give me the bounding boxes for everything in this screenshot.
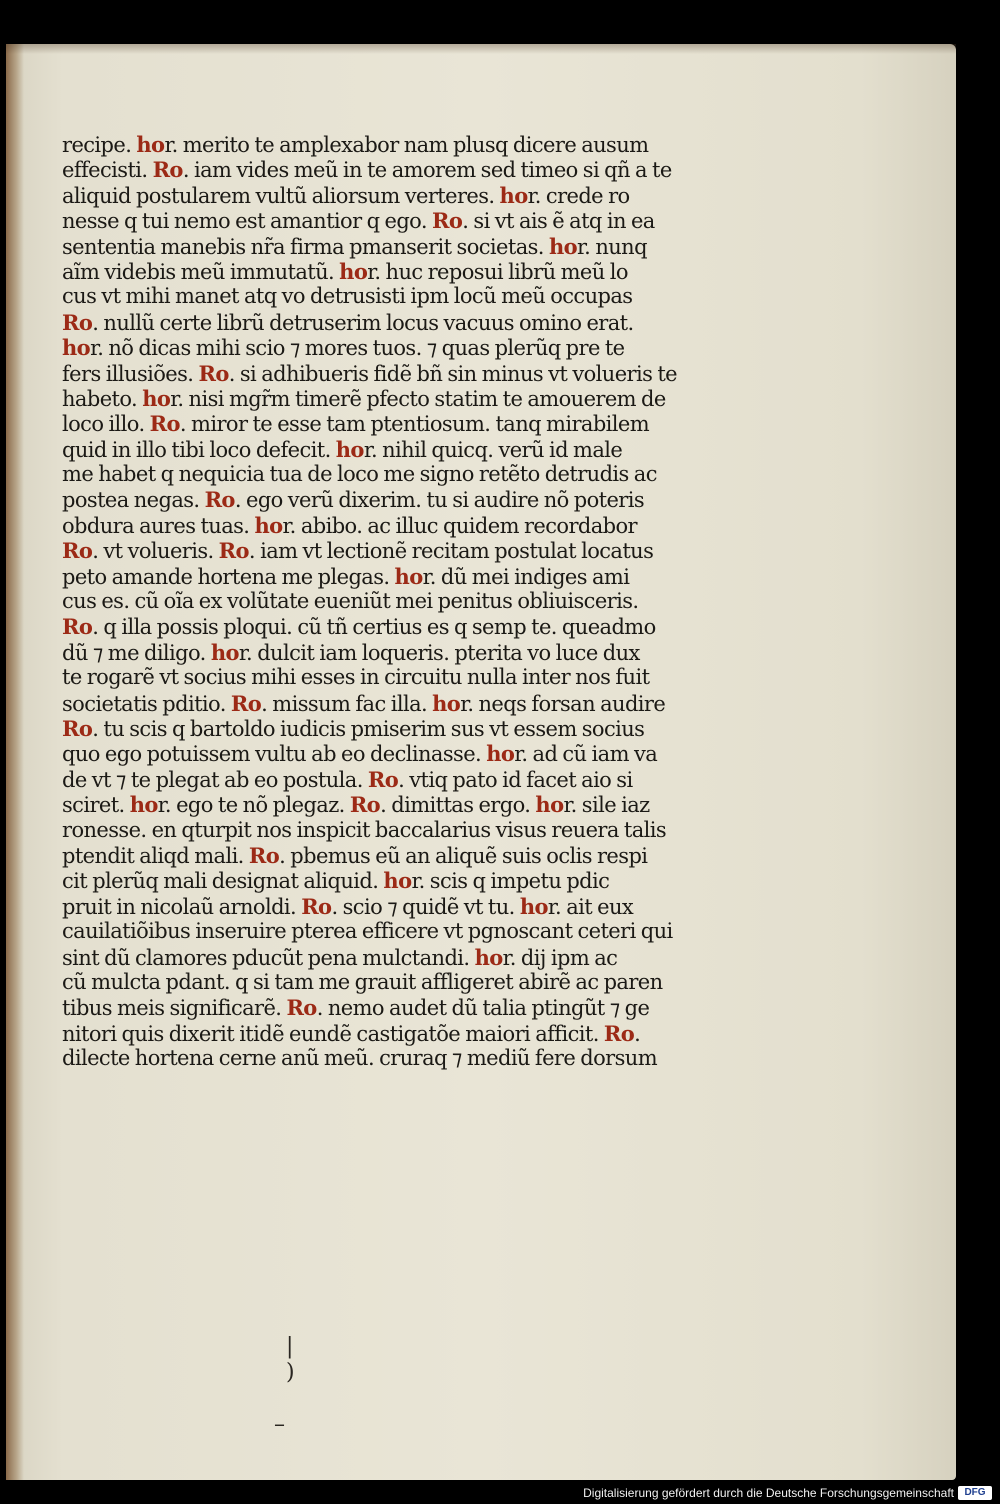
text-line	[62, 310, 774, 335]
rubricated-initial: Ro	[349, 792, 381, 818]
text-line	[62, 792, 774, 817]
text-segment: r. ait eux	[547, 894, 634, 919]
text-line	[62, 818, 774, 843]
text-line	[62, 868, 774, 893]
text-line	[62, 1046, 774, 1071]
text-line	[62, 513, 774, 538]
text-segment: cus vt mihi manet atq vo detrusisti ipm locũ meũ occupas	[62, 284, 633, 309]
text-segment: r. huc reposui librũ meũ lo	[367, 259, 628, 284]
text-segment: . iam vt lectionẽ recitam postulat locatus	[248, 539, 654, 564]
rubricated-initial: Ro	[62, 614, 93, 640]
footer-credit: Digitalisierung gefördert durch die Deutsche Forschungsgemeinschaft	[583, 1486, 954, 1500]
rubricated-initial: ho	[499, 182, 528, 208]
page-gutter	[6, 44, 24, 1480]
text-segment: . ego verũ dixerim. tu si audire nõ poteris	[234, 488, 645, 513]
text-segment: nesse q tui nemo est amantior q ego.	[62, 209, 432, 234]
rubricated-initial: Ro	[230, 690, 262, 716]
text-segment: me habet q nequicia tua de loco me signo retẽto detrudis ac	[62, 462, 657, 487]
text-segment: quid in illo tibi loco defecit.	[62, 437, 336, 462]
rubricated-initial: Ro	[198, 360, 229, 386]
rubricated-initial: ho	[519, 893, 548, 919]
book-page	[6, 44, 956, 1480]
text-line	[62, 919, 774, 944]
rubricated-initial: ho	[535, 792, 564, 818]
text-line	[62, 437, 774, 462]
text-line	[62, 386, 774, 411]
text-segment: . nemo audet dũ talia ptingũt ⁊ ge	[316, 996, 650, 1021]
rubricated-initial: Ro	[149, 411, 180, 437]
text-segment: loco illo.	[62, 412, 150, 437]
text-line	[62, 208, 774, 233]
text-line	[62, 234, 774, 259]
rubricated-initial: Ro	[286, 995, 317, 1021]
rubricated-initial: ho	[136, 132, 165, 157]
text-segment: cũ mulcta pdant. q si tam me grauit affligeret abirẽ ac paren	[62, 969, 663, 994]
text-line	[62, 183, 774, 208]
rubricated-initial: Ro	[204, 487, 235, 513]
text-line	[62, 691, 774, 716]
rubricated-initial: ho	[62, 335, 91, 361]
text-segment: r. nihil quicq. verũ id male	[363, 437, 623, 462]
text-segment: tibus meis significarẽ.	[62, 996, 287, 1021]
text-segment: . iam vides meũ in te amorem sed timeo si qñ a te	[182, 158, 672, 183]
text-segment: dilecte hortena cerne anũ meũ. cruraq ⁊ mediũ fere dorsum	[62, 1046, 658, 1071]
text-line	[62, 411, 774, 436]
text-segment: . si vt ais ẽ atq in ea	[462, 209, 655, 234]
text-segment: sciret.	[62, 793, 130, 818]
rubricated-initial: Ro	[152, 157, 183, 183]
text-segment: . dimittas ergo.	[380, 793, 536, 818]
text-segment: . missum fac illa.	[261, 691, 433, 716]
rubricated-initial: ho	[474, 944, 503, 970]
text-segment: ptendit aliqd mali.	[62, 843, 249, 868]
page-edge-shadow	[6, 44, 956, 54]
rubricated-initial: ho	[210, 639, 239, 665]
text-segment: r. dulcit iam loqueris. pterita vo luce dux	[238, 640, 640, 665]
margin-mark-bottom: –	[274, 1412, 285, 1437]
rubricated-initial: ho	[254, 512, 283, 538]
text-line	[62, 538, 774, 563]
text-segment: r. merito te amplexabor nam plusq dicere ausum	[164, 133, 649, 157]
text-segment: r. abibo. ac illuc quidem recordabor	[282, 513, 637, 538]
text-segment: effecisti.	[62, 158, 153, 183]
text-segment: de vt ⁊ te plegat ab eo postula.	[62, 767, 368, 792]
text-line	[62, 284, 774, 309]
text-line	[62, 995, 774, 1020]
text-segment: . nullũ certe librũ detruserim locus vacuus omino erat.	[92, 310, 634, 335]
text-segment: aĩm videbis meũ immutatũ.	[62, 259, 340, 284]
text-segment: cit plerũq mali designat aliquid.	[62, 869, 384, 894]
text-segment: .	[634, 1021, 641, 1046]
rubricated-initial: Ro	[62, 309, 93, 335]
text-line	[62, 945, 774, 970]
text-segment: r. nõ dicas mihi scio ⁊ mores tuos. ⁊ quas plerũq pre te	[90, 336, 625, 361]
text-line	[62, 640, 774, 665]
text-line	[62, 589, 774, 614]
text-segment: sententia manebis nr̃a firma pmanserit societas.	[62, 234, 549, 259]
text-segment: r. crede ro	[527, 183, 630, 208]
rubricated-initial: ho	[339, 258, 368, 284]
text-segment: fers illusiões.	[62, 361, 199, 386]
text-segment: obdura aures tuas.	[62, 513, 255, 538]
text-segment: . q illa possis ploqui. cũ tñ certius es q semp te. queadmo	[92, 615, 656, 640]
text-segment: cus es. cũ oĩa ex volũtate eueniũt mei penitus obliuisceris.	[62, 589, 639, 614]
text-segment: . miror te esse tam ptentiosum. tanq mirabilem	[179, 412, 650, 437]
text-segment: . pbemus eũ an aliquẽ suis oclis respi	[279, 843, 648, 868]
text-segment: te rogarẽ vt socius mihi esses in circuitu nulla inter nos fuit	[62, 665, 650, 690]
text-segment: . si adhibueris fidẽ bñ sin minus vt volueris te	[228, 361, 677, 386]
text-line	[62, 970, 774, 995]
text-segment: . scio ⁊ quidẽ vt tu.	[331, 894, 520, 919]
text-segment: postea negas.	[62, 488, 205, 513]
text-segment: . vtiq pato id facet aio si	[398, 767, 633, 792]
text-line	[62, 462, 774, 487]
text-segment: sint dũ clamores pducũt pena mulctandi.	[62, 945, 475, 970]
rubricated-initial: Ro	[367, 766, 399, 792]
text-segment: ronesse. en qturpit nos inspicit baccalarius visus reuera talis	[62, 817, 667, 842]
printed-text-block	[62, 132, 774, 1071]
text-segment: r. dij ipm ac	[502, 945, 618, 970]
text-segment: r. ego te nõ plegaz.	[157, 793, 350, 818]
text-segment: nitori quis dixerit itidẽ eundẽ castigatõe maiori afficit.	[62, 1021, 604, 1046]
text-segment: habeto.	[62, 386, 143, 411]
margin-mark-middle: )	[286, 1360, 295, 1385]
text-line	[62, 741, 774, 766]
text-segment: r. sile iaz	[563, 793, 650, 818]
text-segment: cauilatiõibus inseruire pterea efficere vt pgnoscant ceteri qui	[62, 919, 673, 944]
text-segment: peto amande hortena me plegas.	[62, 564, 395, 589]
text-line	[62, 335, 774, 360]
text-segment: societatis pditio.	[62, 691, 231, 716]
text-segment: . vt volueris.	[92, 539, 219, 564]
rubricated-initial: Ro	[62, 538, 93, 564]
text-segment: dũ ⁊ me diligo.	[62, 640, 211, 665]
text-line	[62, 259, 774, 284]
rubricated-initial: Ro	[248, 842, 280, 868]
text-segment: r. ad cũ iam va	[514, 742, 658, 767]
text-segment: recipe.	[62, 133, 137, 157]
text-segment: r. nisi mgr̃m timerẽ pfecto statim te amouerem de	[170, 386, 666, 411]
text-segment: r. scis q impetu pdic	[411, 869, 610, 894]
rubricated-initial: Ro	[603, 1020, 635, 1046]
text-segment: pruit in nicolaũ arnoldi.	[62, 894, 302, 919]
text-segment: aliquid postularem vultũ aliorsum verteres.	[62, 183, 500, 208]
rubricated-initial: ho	[486, 741, 515, 767]
rubricated-initial: Ro	[432, 208, 463, 234]
rubricated-initial: Ro	[301, 893, 332, 919]
rubricated-initial: ho	[129, 792, 158, 818]
text-line	[62, 716, 774, 741]
dfg-logo-icon: DFG	[958, 1486, 992, 1500]
text-line	[62, 487, 774, 512]
text-line	[62, 157, 774, 182]
rubricated-initial: ho	[394, 563, 423, 589]
text-segment: r. neqs forsan audire	[460, 691, 666, 716]
text-line	[62, 843, 774, 868]
text-segment: . tu scis q bartoldo iudicis pmiserim sus vt essem socius	[92, 716, 645, 741]
rubricated-initial: Ro	[218, 538, 249, 564]
text-line	[62, 1021, 774, 1046]
text-line	[62, 132, 774, 157]
text-line	[62, 665, 774, 690]
text-line	[62, 767, 774, 792]
rubricated-initial: ho	[142, 385, 171, 411]
text-segment: r. nunq	[577, 234, 647, 259]
text-line	[62, 894, 774, 919]
rubricated-initial: ho	[432, 690, 461, 716]
rubricated-initial: ho	[383, 868, 412, 894]
text-line	[62, 361, 774, 386]
margin-mark-top: |	[286, 1334, 294, 1359]
text-line	[62, 614, 774, 639]
rubricated-initial: Ro	[62, 715, 93, 741]
rubricated-initial: ho	[548, 233, 578, 259]
text-segment: quo ego potuissem vultu ab eo declinasse.	[62, 742, 487, 767]
footer-bar	[0, 1480, 1000, 1504]
text-segment: r. dũ mei indiges ami	[422, 564, 630, 589]
text-line	[62, 564, 774, 589]
rubricated-initial: ho	[335, 436, 364, 462]
